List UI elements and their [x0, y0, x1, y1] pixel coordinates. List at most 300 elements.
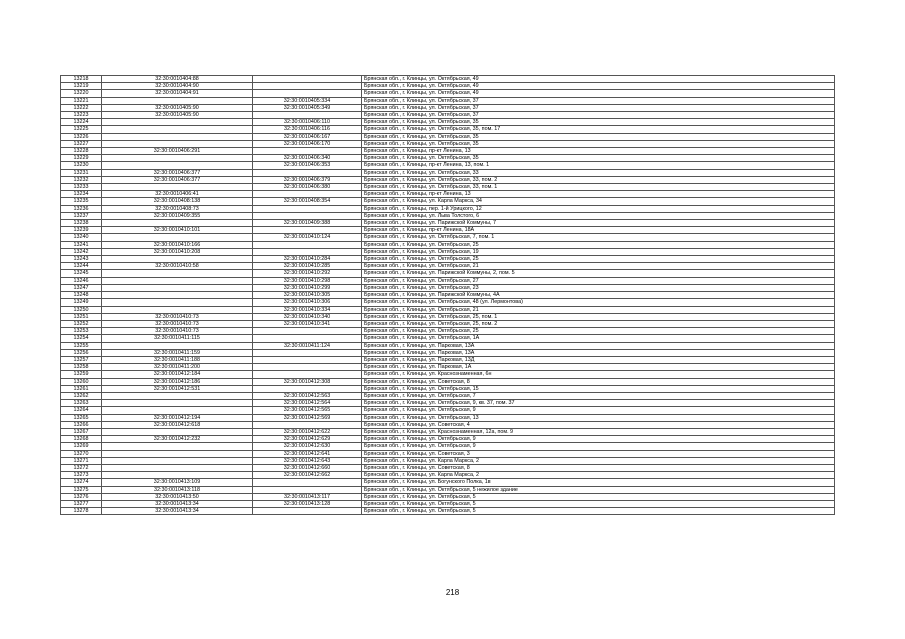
- cadastral-number-cell: 32:30:0010411:115: [102, 335, 253, 342]
- table-row: [61, 385, 835, 392]
- table-row: [61, 212, 835, 219]
- row-number-cell: 13278: [61, 508, 102, 515]
- cadastral-number-cell: [102, 400, 253, 407]
- address-cell: Брянская обл., г. Клинцы, пр-кт Ленина, 13, пом. 1: [362, 162, 835, 169]
- table-row: [61, 486, 835, 493]
- address-cell: Брянская обл., г. Клинцы, ул. Карла Маркса, 34: [362, 198, 835, 205]
- table-row: [61, 83, 835, 90]
- row-number-cell: 13265: [61, 414, 102, 421]
- object-number-cell: [253, 335, 362, 342]
- object-number-cell: [253, 479, 362, 486]
- address-cell: Брянская обл., г. Клинцы, ул. Октябрьская, 5: [362, 508, 835, 515]
- object-number-cell: 32:30:0010410:284: [253, 256, 362, 263]
- table-row: [61, 349, 835, 356]
- cadastral-number-cell: 32:30:0010410:58: [102, 263, 253, 270]
- object-number-cell: 32:30:0010410:340: [253, 313, 362, 320]
- table-row: [61, 155, 835, 162]
- address-cell: Брянская обл., г. Клинцы, ул. Парковая, 13Д: [362, 356, 835, 363]
- address-cell: Брянская обл., г. Клинцы, ул. Богунского Полка, 1в: [362, 479, 835, 486]
- cadastral-number-cell: 32:30:0010413:109: [102, 479, 253, 486]
- object-number-cell: [253, 328, 362, 335]
- row-number-cell: 13219: [61, 83, 102, 90]
- row-number-cell: 13228: [61, 148, 102, 155]
- row-number-cell: 13218: [61, 76, 102, 83]
- table-row: [61, 292, 835, 299]
- row-number-cell: 13248: [61, 292, 102, 299]
- table-row: [61, 313, 835, 320]
- address-cell: Брянская обл., г. Клинцы, ул. Октябрьская, 5: [362, 500, 835, 507]
- object-number-cell: [253, 205, 362, 212]
- cadastral-number-cell: 32:30:0010410:73: [102, 320, 253, 327]
- cadastral-number-cell: 32:30:0010413:50: [102, 493, 253, 500]
- row-number-cell: 13249: [61, 299, 102, 306]
- cadastral-number-cell: [102, 133, 253, 140]
- address-cell: Брянская обл., г. Клинцы, ул. Октябрьская, 25: [362, 328, 835, 335]
- table-row: [61, 364, 835, 371]
- address-cell: Брянская обл., г. Клинцы, ул. Советская, 8: [362, 464, 835, 471]
- object-number-cell: 32:30:0010410:341: [253, 320, 362, 327]
- object-number-cell: 32:30:0010410:334: [253, 306, 362, 313]
- row-number-cell: 13250: [61, 306, 102, 313]
- object-number-cell: 32:30:0010413:128: [253, 500, 362, 507]
- object-number-cell: 32:30:0010406:110: [253, 119, 362, 126]
- address-cell: Брянская обл., г. Клинцы, ул. Краснознаменная, 6н: [362, 371, 835, 378]
- row-number-cell: 13269: [61, 443, 102, 450]
- cadastral-number-cell: 32:30:0010412:618: [102, 421, 253, 428]
- cadastral-number-cell: 32:30:0010411:159: [102, 349, 253, 356]
- object-number-cell: 32:30:0010410:298: [253, 277, 362, 284]
- table-row: [61, 191, 835, 198]
- object-number-cell: 32:30:0010410:285: [253, 263, 362, 270]
- address-cell: Брянская обл., г. Клинцы, ул. Октябрьская, 48 (ул. Лермонтова): [362, 299, 835, 306]
- object-number-cell: [253, 191, 362, 198]
- object-number-cell: [253, 508, 362, 515]
- row-number-cell: 13259: [61, 371, 102, 378]
- object-number-cell: 32:30:0010410:306: [253, 299, 362, 306]
- object-number-cell: 32:30:0010410:305: [253, 292, 362, 299]
- cadastral-number-cell: 32:30:0010412:232: [102, 436, 253, 443]
- object-number-cell: 32:30:0010406:353: [253, 162, 362, 169]
- address-cell: Брянская обл., г. Клинцы, ул. Октябрьская, 25, пом. 2: [362, 320, 835, 327]
- table-row: [61, 148, 835, 155]
- cadastral-number-cell: 32:30:0010404:88: [102, 76, 253, 83]
- cadastral-number-cell: [102, 457, 253, 464]
- object-number-cell: 32:30:0010412:622: [253, 428, 362, 435]
- address-cell: Брянская обл., г. Клинцы, ул. Карла Маркса, 2: [362, 457, 835, 464]
- object-number-cell: [253, 90, 362, 97]
- registry-table-body: [61, 76, 835, 515]
- cadastral-number-cell: [102, 234, 253, 241]
- object-number-cell: 32:30:0010408:354: [253, 198, 362, 205]
- address-cell: Брянская обл., г. Клинцы, ул. Парковая, 13А: [362, 342, 835, 349]
- object-number-cell: [253, 486, 362, 493]
- row-number-cell: 13276: [61, 493, 102, 500]
- table-row: [61, 169, 835, 176]
- row-number-cell: 13258: [61, 364, 102, 371]
- address-cell: Брянская обл., г. Клинцы, ул. Октябрьская, 33, пом. 2: [362, 176, 835, 183]
- cadastral-number-cell: [102, 392, 253, 399]
- object-number-cell: 32:30:0010410:124: [253, 234, 362, 241]
- row-number-cell: 13223: [61, 112, 102, 119]
- address-cell: Брянская обл., г. Клинцы, ул. Октябрьская, 23: [362, 284, 835, 291]
- table-row: [61, 184, 835, 191]
- row-number-cell: 13267: [61, 428, 102, 435]
- address-cell: Брянская обл., г. Клинцы, ул. Октябрьская, 25: [362, 241, 835, 248]
- table-row: [61, 256, 835, 263]
- address-cell: Брянская обл., г. Клинцы, ул. Октябрьская, 37: [362, 97, 835, 104]
- row-number-cell: 13252: [61, 320, 102, 327]
- table-row: [61, 436, 835, 443]
- address-cell: Брянская обл., г. Клинцы, ул. Октябрьская, 5: [362, 493, 835, 500]
- object-number-cell: 32:30:0010412:641: [253, 450, 362, 457]
- row-number-cell: 13229: [61, 155, 102, 162]
- cadastral-number-cell: 32:30:0010410:208: [102, 248, 253, 255]
- cadastral-number-cell: 32:30:0010406:377: [102, 169, 253, 176]
- address-cell: Брянская обл., г. Клинцы, ул. Октябрьская, 49: [362, 76, 835, 83]
- cadastral-number-cell: 32:30:0010410:101: [102, 227, 253, 234]
- cadastral-number-cell: 32:30:0010413:34: [102, 508, 253, 515]
- address-cell: Брянская обл., г. Клинцы, пер. 1-й Урицкого, 12: [362, 205, 835, 212]
- row-number-cell: 13222: [61, 104, 102, 111]
- table-row: [61, 248, 835, 255]
- cadastral-number-cell: 32:30:0010410:73: [102, 328, 253, 335]
- object-number-cell: 32:30:0010405:349: [253, 104, 362, 111]
- cadastral-number-cell: [102, 140, 253, 147]
- table-row: [61, 76, 835, 83]
- row-number-cell: 13240: [61, 234, 102, 241]
- row-number-cell: 13277: [61, 500, 102, 507]
- cadastral-number-cell: [102, 299, 253, 306]
- object-number-cell: [253, 83, 362, 90]
- address-cell: Брянская обл., г. Клинцы, ул. Октябрьская, 9: [362, 436, 835, 443]
- cadastral-number-cell: 32:30:0010406:41: [102, 191, 253, 198]
- address-cell: Брянская обл., г. Клинцы, ул. Октябрьская, 25, пом. 1: [362, 313, 835, 320]
- object-number-cell: 32:30:0010406:380: [253, 184, 362, 191]
- table-row: [61, 227, 835, 234]
- table-row: [61, 421, 835, 428]
- table-row: [61, 133, 835, 140]
- object-number-cell: 32:30:0010412:660: [253, 464, 362, 471]
- table-row: [61, 508, 835, 515]
- table-row: [61, 371, 835, 378]
- address-cell: Брянская обл., г. Клинцы, ул. Октябрьская, 27: [362, 277, 835, 284]
- address-cell: Брянская обл., г. Клинцы, ул. Парковая, 13А: [362, 349, 835, 356]
- cadastral-number-cell: [102, 184, 253, 191]
- table-row: [61, 140, 835, 147]
- row-number-cell: 13234: [61, 191, 102, 198]
- row-number-cell: 13253: [61, 328, 102, 335]
- row-number-cell: 13263: [61, 400, 102, 407]
- address-cell: Брянская обл., г. Клинцы, ул. Октябрьская, 9: [362, 407, 835, 414]
- object-number-cell: 32:30:0010410:292: [253, 270, 362, 277]
- address-cell: Брянская обл., г. Клинцы, ул. Октябрьская, 35: [362, 119, 835, 126]
- cadastral-number-cell: [102, 277, 253, 284]
- row-number-cell: 13236: [61, 205, 102, 212]
- address-cell: Брянская обл., г. Клинцы, пр-кт Ленина, 13: [362, 191, 835, 198]
- object-number-cell: 32:30:0010406:379: [253, 176, 362, 183]
- cadastral-number-cell: [102, 119, 253, 126]
- table-row: [61, 126, 835, 133]
- table-row: [61, 90, 835, 97]
- row-number-cell: 13256: [61, 349, 102, 356]
- table-row: [61, 284, 835, 291]
- row-number-cell: 13235: [61, 198, 102, 205]
- object-number-cell: 32:30:0010412:643: [253, 457, 362, 464]
- object-number-cell: 32:30:0010409:388: [253, 220, 362, 227]
- cadastral-number-cell: [102, 443, 253, 450]
- object-number-cell: 32:30:0010412:662: [253, 472, 362, 479]
- object-number-cell: [253, 76, 362, 83]
- table-row: [61, 450, 835, 457]
- row-number-cell: 13254: [61, 335, 102, 342]
- object-number-cell: 32:30:0010406:170: [253, 140, 362, 147]
- row-number-cell: 13224: [61, 119, 102, 126]
- cadastral-number-cell: 32:30:0010412:531: [102, 385, 253, 392]
- address-cell: Брянская обл., г. Клинцы, ул. Октябрьская, 33, пом. 1: [362, 184, 835, 191]
- cadastral-number-cell: [102, 220, 253, 227]
- cadastral-number-cell: [102, 270, 253, 277]
- table-row: [61, 299, 835, 306]
- table-row: [61, 479, 835, 486]
- object-number-cell: 32:30:0010412:564: [253, 400, 362, 407]
- row-number-cell: 13268: [61, 436, 102, 443]
- cadastral-number-cell: 32:30:0010405:90: [102, 104, 253, 111]
- row-number-cell: 13231: [61, 169, 102, 176]
- cadastral-number-cell: 32:30:0010412:184: [102, 371, 253, 378]
- table-row: [61, 400, 835, 407]
- table-row: [61, 306, 835, 313]
- table-row: [61, 234, 835, 241]
- object-number-cell: 32:30:0010412:565: [253, 407, 362, 414]
- cadastral-number-cell: [102, 97, 253, 104]
- address-cell: Брянская обл., г. Клинцы, ул. Октябрьская, 19: [362, 248, 835, 255]
- cadastral-number-cell: [102, 162, 253, 169]
- address-cell: Брянская обл., г. Клинцы, ул. Октябрьская, 25: [362, 256, 835, 263]
- address-cell: Брянская обл., г. Клинцы, ул. Октябрьская, 37: [362, 112, 835, 119]
- address-cell: Брянская обл., г. Клинцы, ул. Парижской Коммуны, 7: [362, 220, 835, 227]
- row-number-cell: 13273: [61, 472, 102, 479]
- address-cell: Брянская обл., г. Клинцы, ул. Парижской Коммуны, 2, пом. 5: [362, 270, 835, 277]
- object-number-cell: 32:30:0010406:167: [253, 133, 362, 140]
- row-number-cell: 13262: [61, 392, 102, 399]
- row-number-cell: 13238: [61, 220, 102, 227]
- row-number-cell: 13257: [61, 356, 102, 363]
- row-number-cell: 13232: [61, 176, 102, 183]
- address-cell: Брянская обл., г. Клинцы, ул. Октябрьская, 49: [362, 83, 835, 90]
- table-row: [61, 328, 835, 335]
- cadastral-number-cell: [102, 306, 253, 313]
- cadastral-number-cell: 32:30:0010408:138: [102, 198, 253, 205]
- object-number-cell: 32:30:0010413:117: [253, 493, 362, 500]
- address-cell: Брянская обл., г. Клинцы, ул. Советская, 3: [362, 450, 835, 457]
- cadastral-number-cell: [102, 256, 253, 263]
- cadastral-number-cell: 32:30:0010409:355: [102, 212, 253, 219]
- address-cell: Брянская обл., г. Клинцы, ул. Парижской Коммуны, 4А: [362, 292, 835, 299]
- row-number-cell: 13261: [61, 385, 102, 392]
- table-row: [61, 500, 835, 507]
- table-row: [61, 241, 835, 248]
- row-number-cell: 13227: [61, 140, 102, 147]
- address-cell: Брянская обл., г. Клинцы, ул. Октябрьская, 7: [362, 392, 835, 399]
- table-row: [61, 457, 835, 464]
- cadastral-number-cell: 32:30:0010412:194: [102, 414, 253, 421]
- object-number-cell: [253, 241, 362, 248]
- address-cell: Брянская обл., г. Клинцы, пр-кт Ленина, 18А: [362, 227, 835, 234]
- cadastral-number-cell: [102, 407, 253, 414]
- row-number-cell: 13230: [61, 162, 102, 169]
- table-row: [61, 277, 835, 284]
- address-cell: Брянская обл., г. Клинцы, ул. Октябрьская, 35: [362, 140, 835, 147]
- row-number-cell: 13237: [61, 212, 102, 219]
- cadastral-number-cell: [102, 428, 253, 435]
- address-cell: Брянская обл., г. Клинцы, ул. Октябрьская, 21: [362, 306, 835, 313]
- row-number-cell: 13242: [61, 248, 102, 255]
- object-number-cell: 32:30:0010411:124: [253, 342, 362, 349]
- cadastral-number-cell: [102, 155, 253, 162]
- row-number-cell: 13220: [61, 90, 102, 97]
- row-number-cell: 13233: [61, 184, 102, 191]
- table-row: [61, 493, 835, 500]
- row-number-cell: 13251: [61, 313, 102, 320]
- cadastral-number-cell: [102, 284, 253, 291]
- row-number-cell: 13243: [61, 256, 102, 263]
- table-row: [61, 97, 835, 104]
- object-number-cell: [253, 227, 362, 234]
- object-number-cell: 32:30:0010405:334: [253, 97, 362, 104]
- cadastral-number-cell: 32:30:0010406:377: [102, 176, 253, 183]
- object-number-cell: 32:30:0010412:629: [253, 436, 362, 443]
- cadastral-number-cell: [102, 292, 253, 299]
- address-cell: Брянская обл., г. Клинцы, ул. Льва Толстого, 6: [362, 212, 835, 219]
- table-row: [61, 414, 835, 421]
- object-number-cell: [253, 356, 362, 363]
- row-number-cell: 13244: [61, 263, 102, 270]
- row-number-cell: 13275: [61, 486, 102, 493]
- cadastral-number-cell: 32:30:0010411:188: [102, 356, 253, 363]
- cadastral-number-cell: 32:30:0010411:200: [102, 364, 253, 371]
- row-number-cell: 13225: [61, 126, 102, 133]
- object-number-cell: [253, 148, 362, 155]
- table-row: [61, 205, 835, 212]
- row-number-cell: 13255: [61, 342, 102, 349]
- table-row: [61, 472, 835, 479]
- row-number-cell: 13270: [61, 450, 102, 457]
- row-number-cell: 13226: [61, 133, 102, 140]
- table-row: [61, 428, 835, 435]
- table-row: [61, 176, 835, 183]
- cadastral-number-cell: 32:30:0010406:291: [102, 148, 253, 155]
- table-row: [61, 464, 835, 471]
- address-cell: Брянская обл., г. Клинцы, ул. Октябрьская, 35: [362, 133, 835, 140]
- cadastral-number-cell: [102, 342, 253, 349]
- object-number-cell: 32:30:0010412:569: [253, 414, 362, 421]
- address-cell: Брянская обл., г. Клинцы, ул. Октябрьская, 37: [362, 104, 835, 111]
- table-row: [61, 220, 835, 227]
- table-row: [61, 356, 835, 363]
- row-number-cell: 13260: [61, 378, 102, 385]
- address-cell: Брянская обл., г. Клинцы, ул. Октябрьская, 9, кв. 37, пом. 37: [362, 400, 835, 407]
- object-number-cell: [253, 212, 362, 219]
- cadastral-number-cell: 32:30:0010412:186: [102, 378, 253, 385]
- table-row: [61, 104, 835, 111]
- row-number-cell: 13266: [61, 421, 102, 428]
- object-number-cell: [253, 385, 362, 392]
- row-number-cell: 13221: [61, 97, 102, 104]
- address-cell: Брянская обл., г. Клинцы, ул. Парковая, 1А: [362, 364, 835, 371]
- table-row: [61, 342, 835, 349]
- address-cell: Брянская обл., г. Клинцы, пр-кт Ленина, 13: [362, 148, 835, 155]
- table-row: [61, 407, 835, 414]
- row-number-cell: 13247: [61, 284, 102, 291]
- address-cell: Брянская обл., г. Клинцы, ул. Октябрьская, 21: [362, 263, 835, 270]
- object-number-cell: [253, 371, 362, 378]
- cadastral-number-cell: 32:30:0010410:73: [102, 313, 253, 320]
- table-row: [61, 112, 835, 119]
- table-row: [61, 335, 835, 342]
- cadastral-number-cell: [102, 450, 253, 457]
- table-row: [61, 270, 835, 277]
- object-number-cell: [253, 248, 362, 255]
- object-number-cell: 32:30:0010412:630: [253, 443, 362, 450]
- object-number-cell: [253, 364, 362, 371]
- object-number-cell: 32:30:0010412:308: [253, 378, 362, 385]
- row-number-cell: 13274: [61, 479, 102, 486]
- table-row: [61, 198, 835, 205]
- cadastral-number-cell: 32:30:0010413:34: [102, 500, 253, 507]
- table-row: [61, 443, 835, 450]
- table-row: [61, 378, 835, 385]
- address-cell: Брянская обл., г. Клинцы, ул. Октябрьская, 5 нежилое здание: [362, 486, 835, 493]
- table-row: [61, 119, 835, 126]
- cadastral-number-cell: 32:30:0010405:90: [102, 112, 253, 119]
- address-cell: Брянская обл., г. Клинцы, ул. Октябрьская, 33: [362, 169, 835, 176]
- address-cell: Брянская обл., г. Клинцы, ул. Октябрьская, 15: [362, 385, 835, 392]
- row-number-cell: 13272: [61, 464, 102, 471]
- cadastral-number-cell: 32:30:0010410:166: [102, 241, 253, 248]
- address-cell: Брянская обл., г. Клинцы, ул. Советская, 4: [362, 421, 835, 428]
- table-row: [61, 162, 835, 169]
- cadastral-number-cell: [102, 464, 253, 471]
- address-cell: Брянская обл., г. Клинцы, ул. Октябрьская, 1А: [362, 335, 835, 342]
- row-number-cell: 13271: [61, 457, 102, 464]
- object-number-cell: 32:30:0010410:299: [253, 284, 362, 291]
- row-number-cell: 13245: [61, 270, 102, 277]
- object-number-cell: 32:30:0010412:563: [253, 392, 362, 399]
- address-cell: Брянская обл., г. Клинцы, ул. Краснознаменная, 12а, пом. 9: [362, 428, 835, 435]
- object-number-cell: 32:30:0010406:340: [253, 155, 362, 162]
- table-row: [61, 320, 835, 327]
- row-number-cell: 13241: [61, 241, 102, 248]
- object-number-cell: [253, 112, 362, 119]
- page-number: 218: [445, 588, 460, 597]
- object-number-cell: [253, 349, 362, 356]
- row-number-cell: 13264: [61, 407, 102, 414]
- cadastral-number-cell: 32:30:0010404:91: [102, 90, 253, 97]
- registry-table: [60, 75, 835, 515]
- address-cell: Брянская обл., г. Клинцы, ул. Октябрьская, 35, пом. 17: [362, 126, 835, 133]
- address-cell: Брянская обл., г. Клинцы, ул. Октябрьская, 13: [362, 414, 835, 421]
- address-cell: Брянская обл., г. Клинцы, ул. Октябрьская, 49: [362, 90, 835, 97]
- address-cell: Брянская обл., г. Клинцы, ул. Октябрьская, 9: [362, 443, 835, 450]
- address-cell: Брянская обл., г. Клинцы, ул. Советская, 8: [362, 378, 835, 385]
- address-cell: Брянская обл., г. Клинцы, ул. Октябрьская, 35: [362, 155, 835, 162]
- cadastral-number-cell: 32:30:0010408:73: [102, 205, 253, 212]
- cadastral-number-cell: [102, 472, 253, 479]
- object-number-cell: [253, 169, 362, 176]
- address-cell: Брянская обл., г. Клинцы, ул. Октябрьская, 7, пом. 1: [362, 234, 835, 241]
- table-row: [61, 263, 835, 270]
- address-cell: Брянская обл., г. Клинцы, ул. Карла Маркса, 2: [362, 472, 835, 479]
